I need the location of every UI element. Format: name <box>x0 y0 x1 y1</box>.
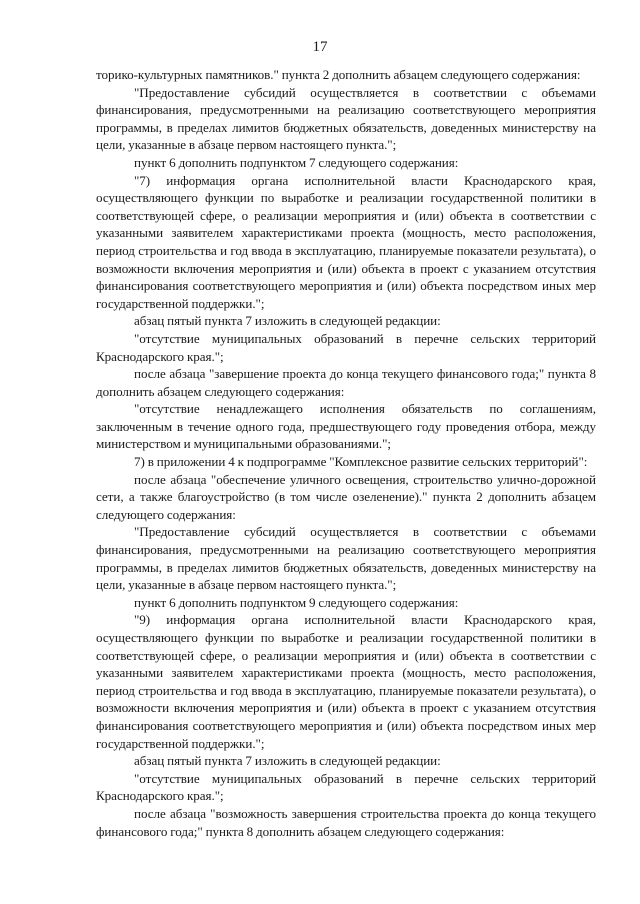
paragraph: пункт 6 дополнить подпунктом 7 следующего содержания: <box>134 154 459 170</box>
paragraph: "9) информация органа исполнительной власти Краснодарского края, осуществляющего функции по выработке и реализации государственной политики в соответствующей сфере, о реализации мероприятия и (или) объекта в соответствии с указанными заявителем характеристиками проекта (мощность, место расположения, период строительства и год ввода в эксплуатацию, планируемые показатели результата), о возможности включения мероприятия и (или) объекта в проект с указанием отсутствия финансирования соответствующего мероприятия и (или) объекта посредством иных мер государственной поддержки."; <box>96 612 596 751</box>
paragraph: после абзаца "обеспечение уличного освещения, строительство улично-дорожной сети, а также благоустройство (в том числе озеленение)." пункта 2 дополнить абзацем следующего содержания: <box>96 471 596 522</box>
paragraph: после абзаца "завершение проекта до конца текущего финансового года;" пункта 8 дополнить абзацем следующего содержания: <box>96 366 596 399</box>
paragraph: "Предоставление субсидий осуществляется в соответствии с объемами финансирования, предусмотренными на реализацию соответствующего мероприятия программы, в пределах лимитов бюджетных обязательств, доведенных министерству на цели, указанные в абзаце первом настоящего пункта."; <box>96 524 596 593</box>
paragraph: 7) в приложении 4 к подпрограмме "Комплексное развитие сельских территорий": <box>134 454 588 470</box>
paragraph: "отсутствие муниципальных образований в перечне сельских территорий Краснодарского края."; <box>96 770 596 804</box>
paragraph: абзац пятый пункта 7 изложить в следующей редакции: <box>134 313 441 329</box>
paragraph: "отсутствие муниципальных образований в перечне сельских территорий Краснодарского края."; <box>96 330 596 364</box>
paragraph: "7) информация органа исполнительной власти Краснодарского края, осуществляющего функции по выработке и реализации государственной политики в соответствующей сфере, о реализации мероприятия и (или) объекта в соответствии с указанными заявителем характеристиками проекта (мощность, место расположения, период строительства и год ввода в эксплуатацию, планируемые показатели результата), о возможности включения мероприятия и (или) объекта в проект с указанием отсутствия финансирования соответствующего мероприятия и (или) объекта посредством иных мер государственной поддержки."; <box>96 172 596 311</box>
document-body <box>96 66 596 840</box>
paragraph: торико-культурных памятников." пункта 2 дополнить абзацем следующего содержания: <box>96 67 581 82</box>
paragraph: пункт 6 дополнить подпунктом 9 следующего содержания: <box>134 594 459 610</box>
paragraph: после абзаца "возможность завершения строительства проекта до конца текущего финансового года;" пункта 8 дополнить абзацем следующего содержания: <box>96 805 596 839</box>
page-number: 17 <box>312 39 328 55</box>
paragraph: "отсутствие ненадлежащего исполнения обязательств по соглашениям, заключенным в течение одного года, предшествующего году проведения отбора, между министерством и муниципальными образованиями."; <box>96 401 596 452</box>
paragraph: "Предоставление субсидий осуществляется в соответствии с объемами финансирования, предусмотренными на реализацию соответствующего мероприятия программы, в пределах лимитов бюджетных обязательств, доведенных министерству на цели, указанные в абзаце первом настоящего пункта."; <box>96 84 596 153</box>
paragraph: абзац пятый пункта 7 изложить в следующей редакции: <box>134 753 441 769</box>
